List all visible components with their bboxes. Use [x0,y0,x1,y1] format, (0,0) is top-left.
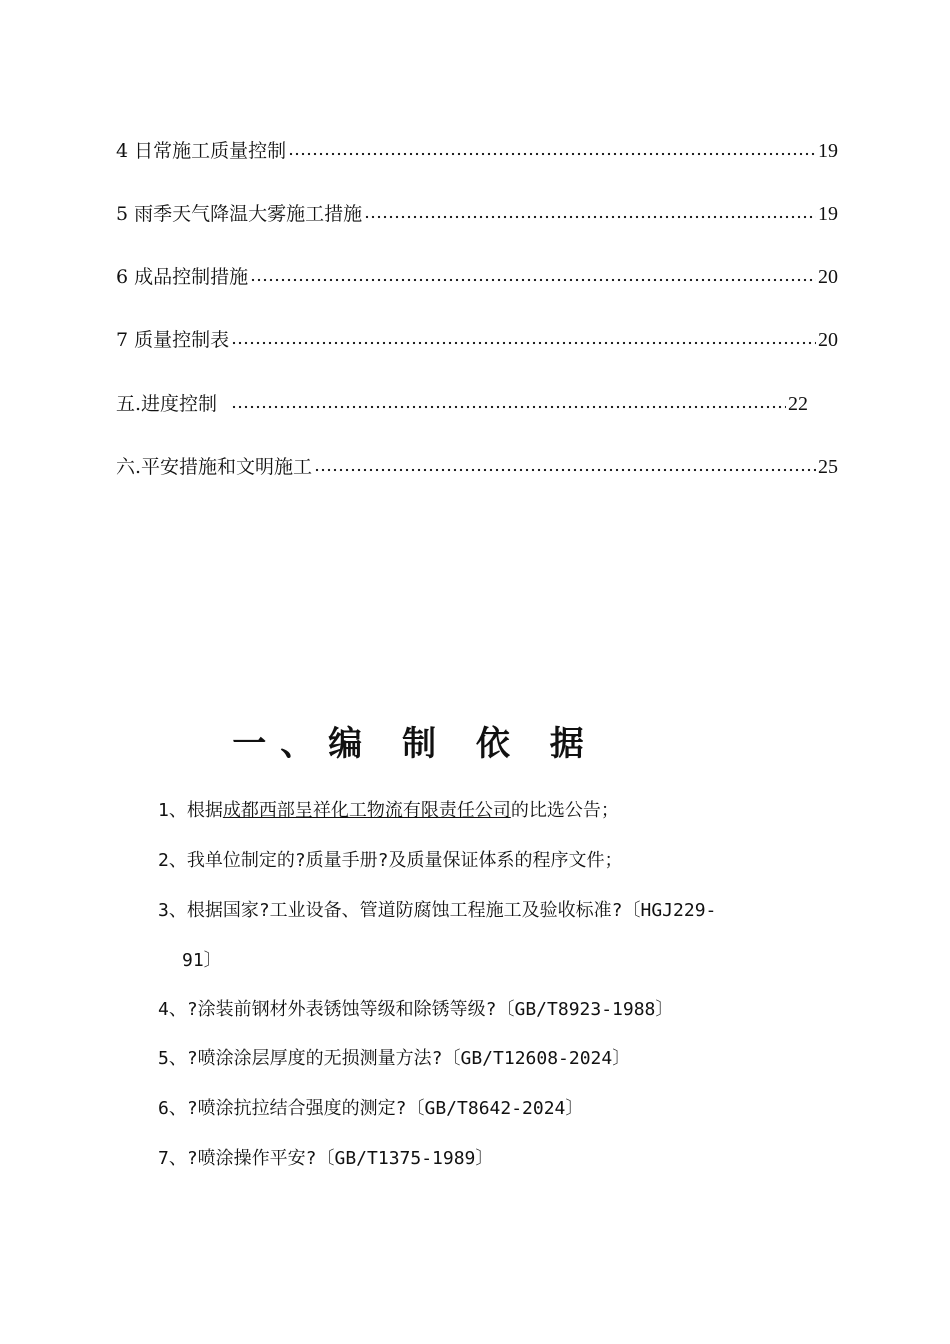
toc-entry-5[interactable] [116,199,838,229]
toc-leader-dots [231,405,786,409]
basis-item-6: 6、?喷涂抗拉结合强度的测定?〔GB/T8642-2024〕 [158,1098,584,1119]
basis-item-suffix: 的比选公告； [510,800,619,821]
toc-entry-schedule[interactable] [116,389,808,419]
toc-entry-label: 6 成品控制措施 [116,266,249,288]
basis-item-1 [158,798,848,824]
toc-entry-page: 19 [818,140,838,162]
toc-leader-dots [288,152,816,156]
company-name-link[interactable]: 成都西部呈祥化工物流有限责任公司 [222,800,511,821]
toc-entry-page: 22 [788,393,808,415]
toc-entry-7[interactable] [116,325,838,355]
toc-entry-label: 六.平安措施和文明施工 [116,456,313,478]
section-title: 一、编 制 依 据 [232,724,598,764]
toc-entry-page: 19 [818,203,838,225]
toc-entry-label: 4 日常施工质量控制 [116,140,287,162]
toc-entry-page: 25 [818,456,838,478]
toc-leader-dots [231,341,816,345]
basis-item-3: 3、根据国家?工业设备、管道防腐蚀工程施工及验收标准?〔HGJ229- [158,900,717,921]
toc-entry-label: 7 质量控制表 [116,329,230,351]
toc-entry-label: 五.进度控制 [116,393,218,415]
toc-entry-safety[interactable] [116,452,838,482]
toc-leader-dots [364,215,816,219]
toc-entry-4[interactable] [116,136,838,166]
toc-entry-page: 20 [818,329,838,351]
basis-item-4: 4、?涂装前钢材外表锈蚀等级和除锈等级?〔GB/T8923-1988〕 [158,999,674,1020]
basis-item-7: 7、?喷涂操作平安?〔GB/T1375-1989〕 [158,1148,494,1169]
toc-leader-dots [314,468,816,472]
basis-item-5: 5、?喷涂涂层厚度的无损测量方法?〔GB/T12608-2024〕 [158,1048,631,1069]
toc-entry-label: 5 雨季天气降温大雾施工措施 [116,203,363,225]
toc-entry-6[interactable] [116,262,838,292]
toc-leader-dots [250,278,816,282]
basis-item-prefix: 1、根据 [158,800,223,821]
basis-item-2: 2、我单位制定的?质量手册?及质量保证体系的程序文件； [158,850,623,871]
toc-entry-page: 20 [818,266,838,288]
basis-item-3-continuation: 91〕 [182,950,222,971]
